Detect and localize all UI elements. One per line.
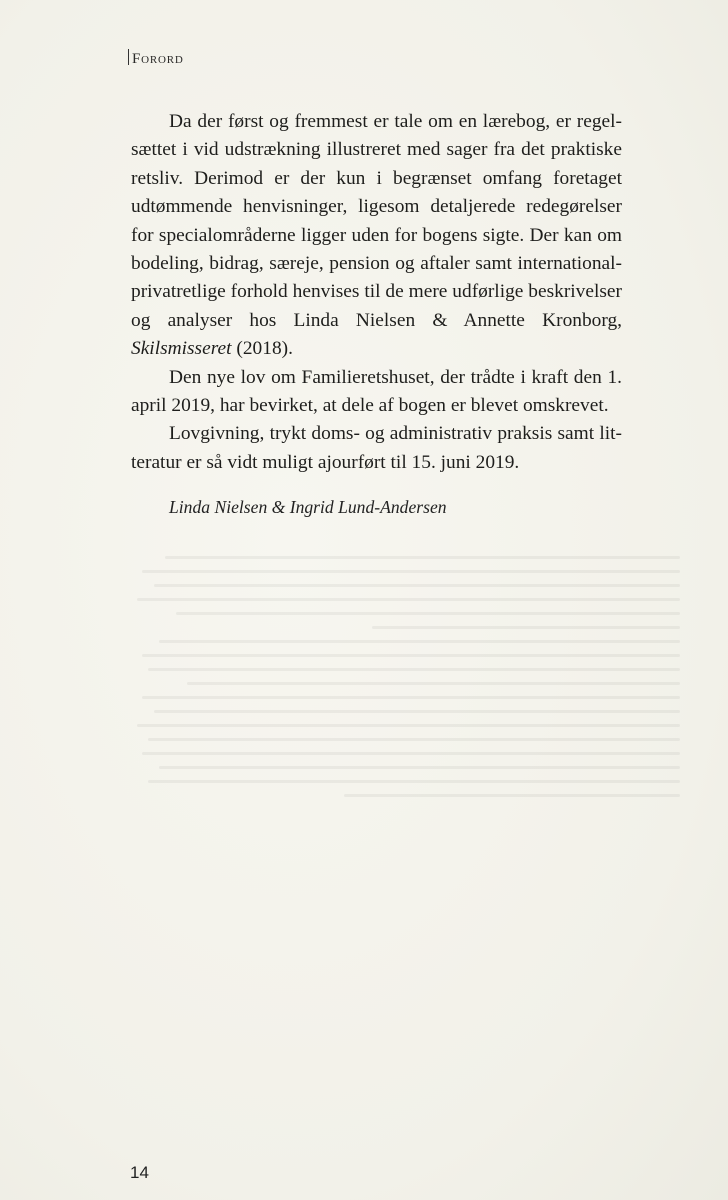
running-head-divider — [128, 49, 129, 65]
authors-signature: Linda Nielsen & Ingrid Lund-Andersen — [169, 497, 447, 517]
paragraph-2: Den nye lov om Familieretshuset, der trådte i kraft den 1. april 2019, har bevirket, at dele af bogen er blevet omskrevet. — [131, 366, 622, 417]
paragraph-1-text: Da der først og fremmest er tale om en lærebog, er regelsættet i vid udstrækning illustreret med sager fra det praktiske retsliv. Derimod er der kun i begrænset omfang foretaget udtømmende henvisninger, ligesom detaljerede redegørelser for specialområderne ligger uden for bogens sigte. Der kan om bodeling, bidrag, særeje, pension og aftaler samt internationalprivatretlige forhold henvises til de mere udførlige beskrivelser og analyser hos Linda Nielsen & Annette Kronborg, — [131, 111, 622, 331]
reverse-side-show-through — [120, 545, 680, 1105]
paragraph-1-book-title: Skilsmisseret — [131, 338, 232, 360]
running-head — [128, 49, 184, 68]
paragraph-1 — [131, 108, 622, 364]
paragraph-3: Lovgivning, trykt doms- og administrativ praksis samt litteratur er så vidt muligt ajourført til 15. juni 2019. — [131, 423, 622, 473]
page-number: 14 — [130, 1163, 149, 1182]
running-head-section: Forord — [132, 51, 184, 67]
foreword-body — [131, 108, 622, 477]
paragraph-1-year: (2018). — [231, 338, 293, 360]
